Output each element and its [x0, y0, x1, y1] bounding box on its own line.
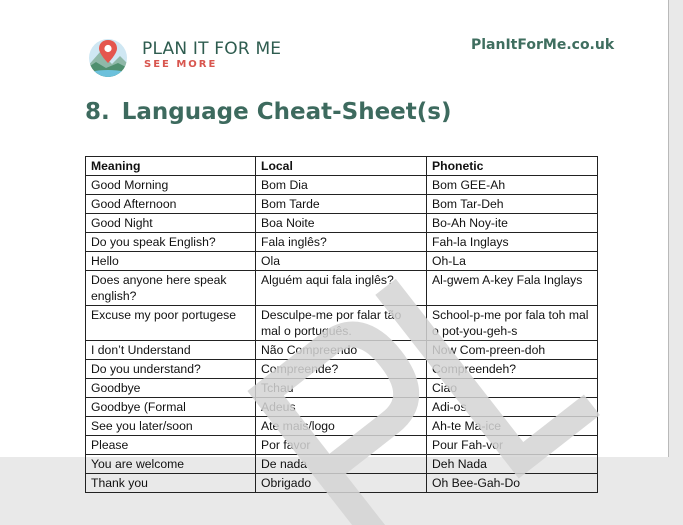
phonetic-cell: Bom GEE-Ah — [427, 176, 598, 195]
meaning-cell: You are welcome — [86, 455, 256, 474]
table-row — [86, 306, 598, 341]
meaning-cell: Good Night — [86, 214, 256, 233]
phonetic-cell: Ah-te Ma-ice — [427, 417, 598, 436]
meaning-cell: Do you speak English? — [86, 233, 256, 252]
phonetic-cell: Ciao — [427, 379, 598, 398]
phonetic-cell: Pour Fah-vor — [427, 436, 598, 455]
phonetic-cell: Deh Nada — [427, 455, 598, 474]
phonetic-cell: Al-gwem A-key Fala Inglays — [427, 271, 598, 306]
section-heading — [85, 99, 452, 125]
meaning-cell: Does anyone here speak english? — [86, 271, 256, 306]
brand-tagline: SEE MORE — [144, 59, 218, 70]
table-row — [86, 455, 598, 474]
phonetic-cell: School-p-me por fala toh mal o pot-you-geh-s — [427, 306, 598, 341]
section-number: 8. — [85, 99, 110, 125]
column-header: Local — [256, 157, 427, 176]
phonetic-cell: Oh-La — [427, 252, 598, 271]
map-pin-landscape-logo-icon — [84, 34, 132, 78]
local-cell: Ola — [256, 252, 427, 271]
phonetic-cell: Compreendeh? — [427, 360, 598, 379]
table-row — [86, 360, 598, 379]
local-cell: Não Compreendo — [256, 341, 427, 360]
table-header-row — [86, 157, 598, 176]
meaning-cell: Good Afternoon — [86, 195, 256, 214]
meaning-cell: Thank you — [86, 474, 256, 493]
brand-name: PLAN IT FOR ME — [142, 39, 282, 59]
table-row — [86, 252, 598, 271]
column-header: Phonetic — [427, 157, 598, 176]
local-cell: Desculpe-me por falar tão mal o português. — [256, 306, 427, 341]
site-url: PlanItForMe.co.uk — [471, 37, 615, 53]
meaning-cell: Goodbye — [86, 379, 256, 398]
meaning-cell: Excuse my poor portugese — [86, 306, 256, 341]
meaning-cell: Good Morning — [86, 176, 256, 195]
meaning-cell: See you later/soon — [86, 417, 256, 436]
table-row — [86, 379, 598, 398]
meaning-cell: I don’t Understand — [86, 341, 256, 360]
table-row — [86, 341, 598, 360]
phonetic-cell: Now Com-preen-doh — [427, 341, 598, 360]
local-cell: Ate mais/logo — [256, 417, 427, 436]
column-header: Meaning — [86, 157, 256, 176]
local-cell: Bom Dia — [256, 176, 427, 195]
phonetic-cell: Bom Tar-Deh — [427, 195, 598, 214]
local-cell: Compreende? — [256, 360, 427, 379]
local-cell: De nada — [256, 455, 427, 474]
local-cell: Alguém aqui fala inglês? — [256, 271, 427, 306]
local-cell: Por favor — [256, 436, 427, 455]
local-cell: Fala inglês? — [256, 233, 427, 252]
table-row — [86, 176, 598, 195]
table-row — [86, 398, 598, 417]
phonetic-cell: Adi-os — [427, 398, 598, 417]
local-cell: Obrigado — [256, 474, 427, 493]
table-row — [86, 214, 598, 233]
meaning-cell: Goodbye (Formal — [86, 398, 256, 417]
meaning-cell: Please — [86, 436, 256, 455]
meaning-cell: Do you understand? — [86, 360, 256, 379]
local-cell: Adeus — [256, 398, 427, 417]
page-edge — [668, 0, 669, 457]
table-row — [86, 417, 598, 436]
phonetic-cell: Fah-la Inglays — [427, 233, 598, 252]
local-cell: Bom Tarde — [256, 195, 427, 214]
local-cell: Boa Noite — [256, 214, 427, 233]
table-row — [86, 271, 598, 306]
table-row — [86, 474, 598, 493]
table-row — [86, 195, 598, 214]
local-cell: Tchau — [256, 379, 427, 398]
section-title: Language Cheat-Sheet(s) — [121, 99, 452, 125]
table-row — [86, 436, 598, 455]
language-table — [85, 156, 598, 493]
phonetic-cell: Bo-Ah Noy-ite — [427, 214, 598, 233]
table-row — [86, 233, 598, 252]
meaning-cell: Hello — [86, 252, 256, 271]
phonetic-cell: Oh Bee-Gah-Do — [427, 474, 598, 493]
